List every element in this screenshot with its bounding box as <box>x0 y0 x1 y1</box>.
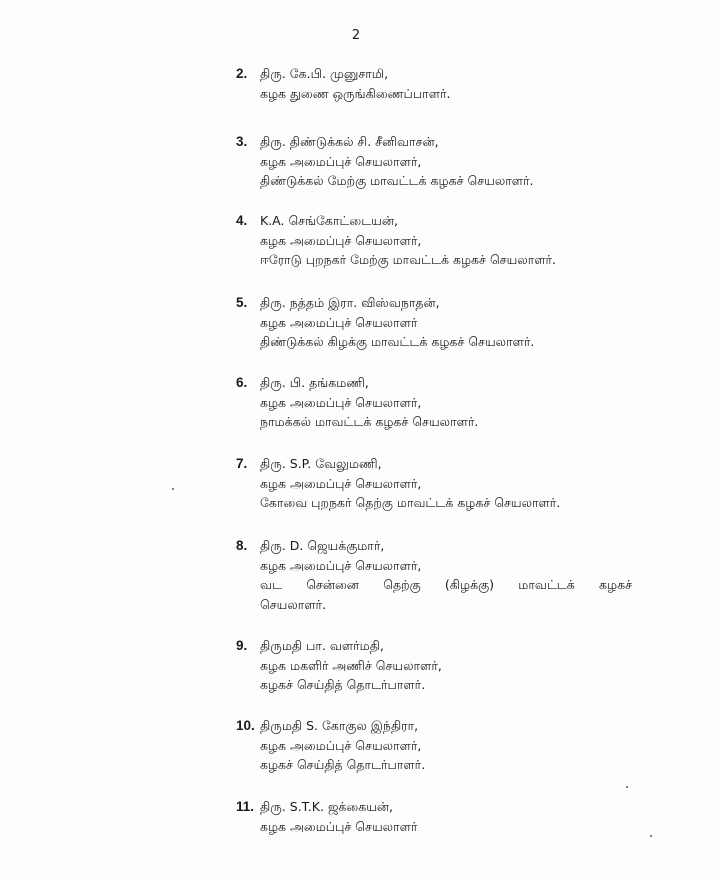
list-item <box>236 716 636 775</box>
list-item <box>236 536 636 614</box>
member-name: திரு. D. ஜெயக்குமார், <box>260 538 385 553</box>
list-item <box>236 373 636 432</box>
member-role: வட சென்னை தெற்கு (கிழக்கு) மாவட்டக் கழகச் <box>260 577 632 592</box>
item-number: 10. <box>236 718 255 733</box>
item-number: 4. <box>236 213 248 228</box>
list-item <box>236 454 636 513</box>
member-role: திண்டுக்கல் மேற்கு மாவட்டக் கழகச் செயலாளர். <box>260 173 534 188</box>
member-name: திருமதி S. கோகுல இந்திரா, <box>260 718 419 733</box>
member-role: கழக மகளிர் அணிச் செயலாளர், <box>260 657 442 673</box>
item-number: 9. <box>236 638 248 653</box>
list-item <box>236 132 636 191</box>
member-name: திரு. நத்தம் இரா. விஸ்வநாதன், <box>260 295 440 310</box>
item-number: 5. <box>236 295 248 310</box>
member-name: திரு. திண்டுக்கல் சி. சீனிவாசன், <box>260 134 439 149</box>
list-item <box>236 636 636 695</box>
item-number: 2. <box>236 66 248 81</box>
member-role: கோவை புறநகர் தெற்கு மாவட்டக் கழகச் செயலாளர். <box>260 495 561 510</box>
member-role: கழக அமைப்புச் செயலாளர் <box>260 314 418 330</box>
scan-speck <box>172 488 174 490</box>
item-number: 11. <box>236 799 255 814</box>
scan-speck <box>650 835 652 837</box>
list-item <box>236 293 636 352</box>
member-role: ஈரோடு புறநகர் மேற்கு மாவட்டக் கழகச் செயலாளர். <box>260 252 557 267</box>
member-role: கழக அமைப்புச் செயலாளர், <box>260 394 422 410</box>
member-role: கழக அமைப்புச் செயலாளர், <box>260 737 422 753</box>
scan-speck <box>626 786 628 788</box>
member-role: நாமக்கல் மாவட்டக் கழகச் செயலாளர். <box>260 414 479 429</box>
member-role: கழக துணை ஒருங்கிணைப்பாளர். <box>260 85 451 101</box>
member-name: திரு. பி. தங்கமணி, <box>260 375 369 390</box>
item-number: 7. <box>236 456 248 471</box>
member-name: திருமதி பா. வளர்மதி, <box>260 638 384 653</box>
member-role: கழக அமைப்புச் செயலாளர், <box>260 232 422 248</box>
member-name: K.A. செங்கோட்டையன், <box>260 213 398 228</box>
item-number: 8. <box>236 538 248 553</box>
member-name: திரு. S.P. வேலுமணி, <box>260 456 382 471</box>
list-item <box>236 797 636 836</box>
list-item <box>236 211 636 270</box>
member-name: திரு. கே.பி. முனுசாமி, <box>260 66 389 81</box>
page-number: 2 <box>351 28 361 43</box>
member-role: கழக அமைப்புச் செயலாளர், <box>260 557 422 573</box>
list-item <box>236 64 636 103</box>
item-number: 6. <box>236 375 248 390</box>
member-role: கழகச் செய்தித் தொடர்பாளர். <box>260 677 426 692</box>
member-role: கழகச் செய்தித் தொடர்பாளர். <box>260 757 426 772</box>
member-role: திண்டுக்கல் கிழக்கு மாவட்டக் கழகச் செயலாளர். <box>260 334 535 349</box>
member-name: திரு. S.T.K. ஜக்கையன், <box>260 799 394 814</box>
member-role: கழக அமைப்புச் செயலாளர் <box>260 818 418 834</box>
member-role: கழக அமைப்புச் செயலாளர், <box>260 475 422 491</box>
member-role: செயலாளர். <box>260 596 327 612</box>
member-role: கழக அமைப்புச் செயலாளர், <box>260 153 422 169</box>
item-number: 3. <box>236 134 248 149</box>
